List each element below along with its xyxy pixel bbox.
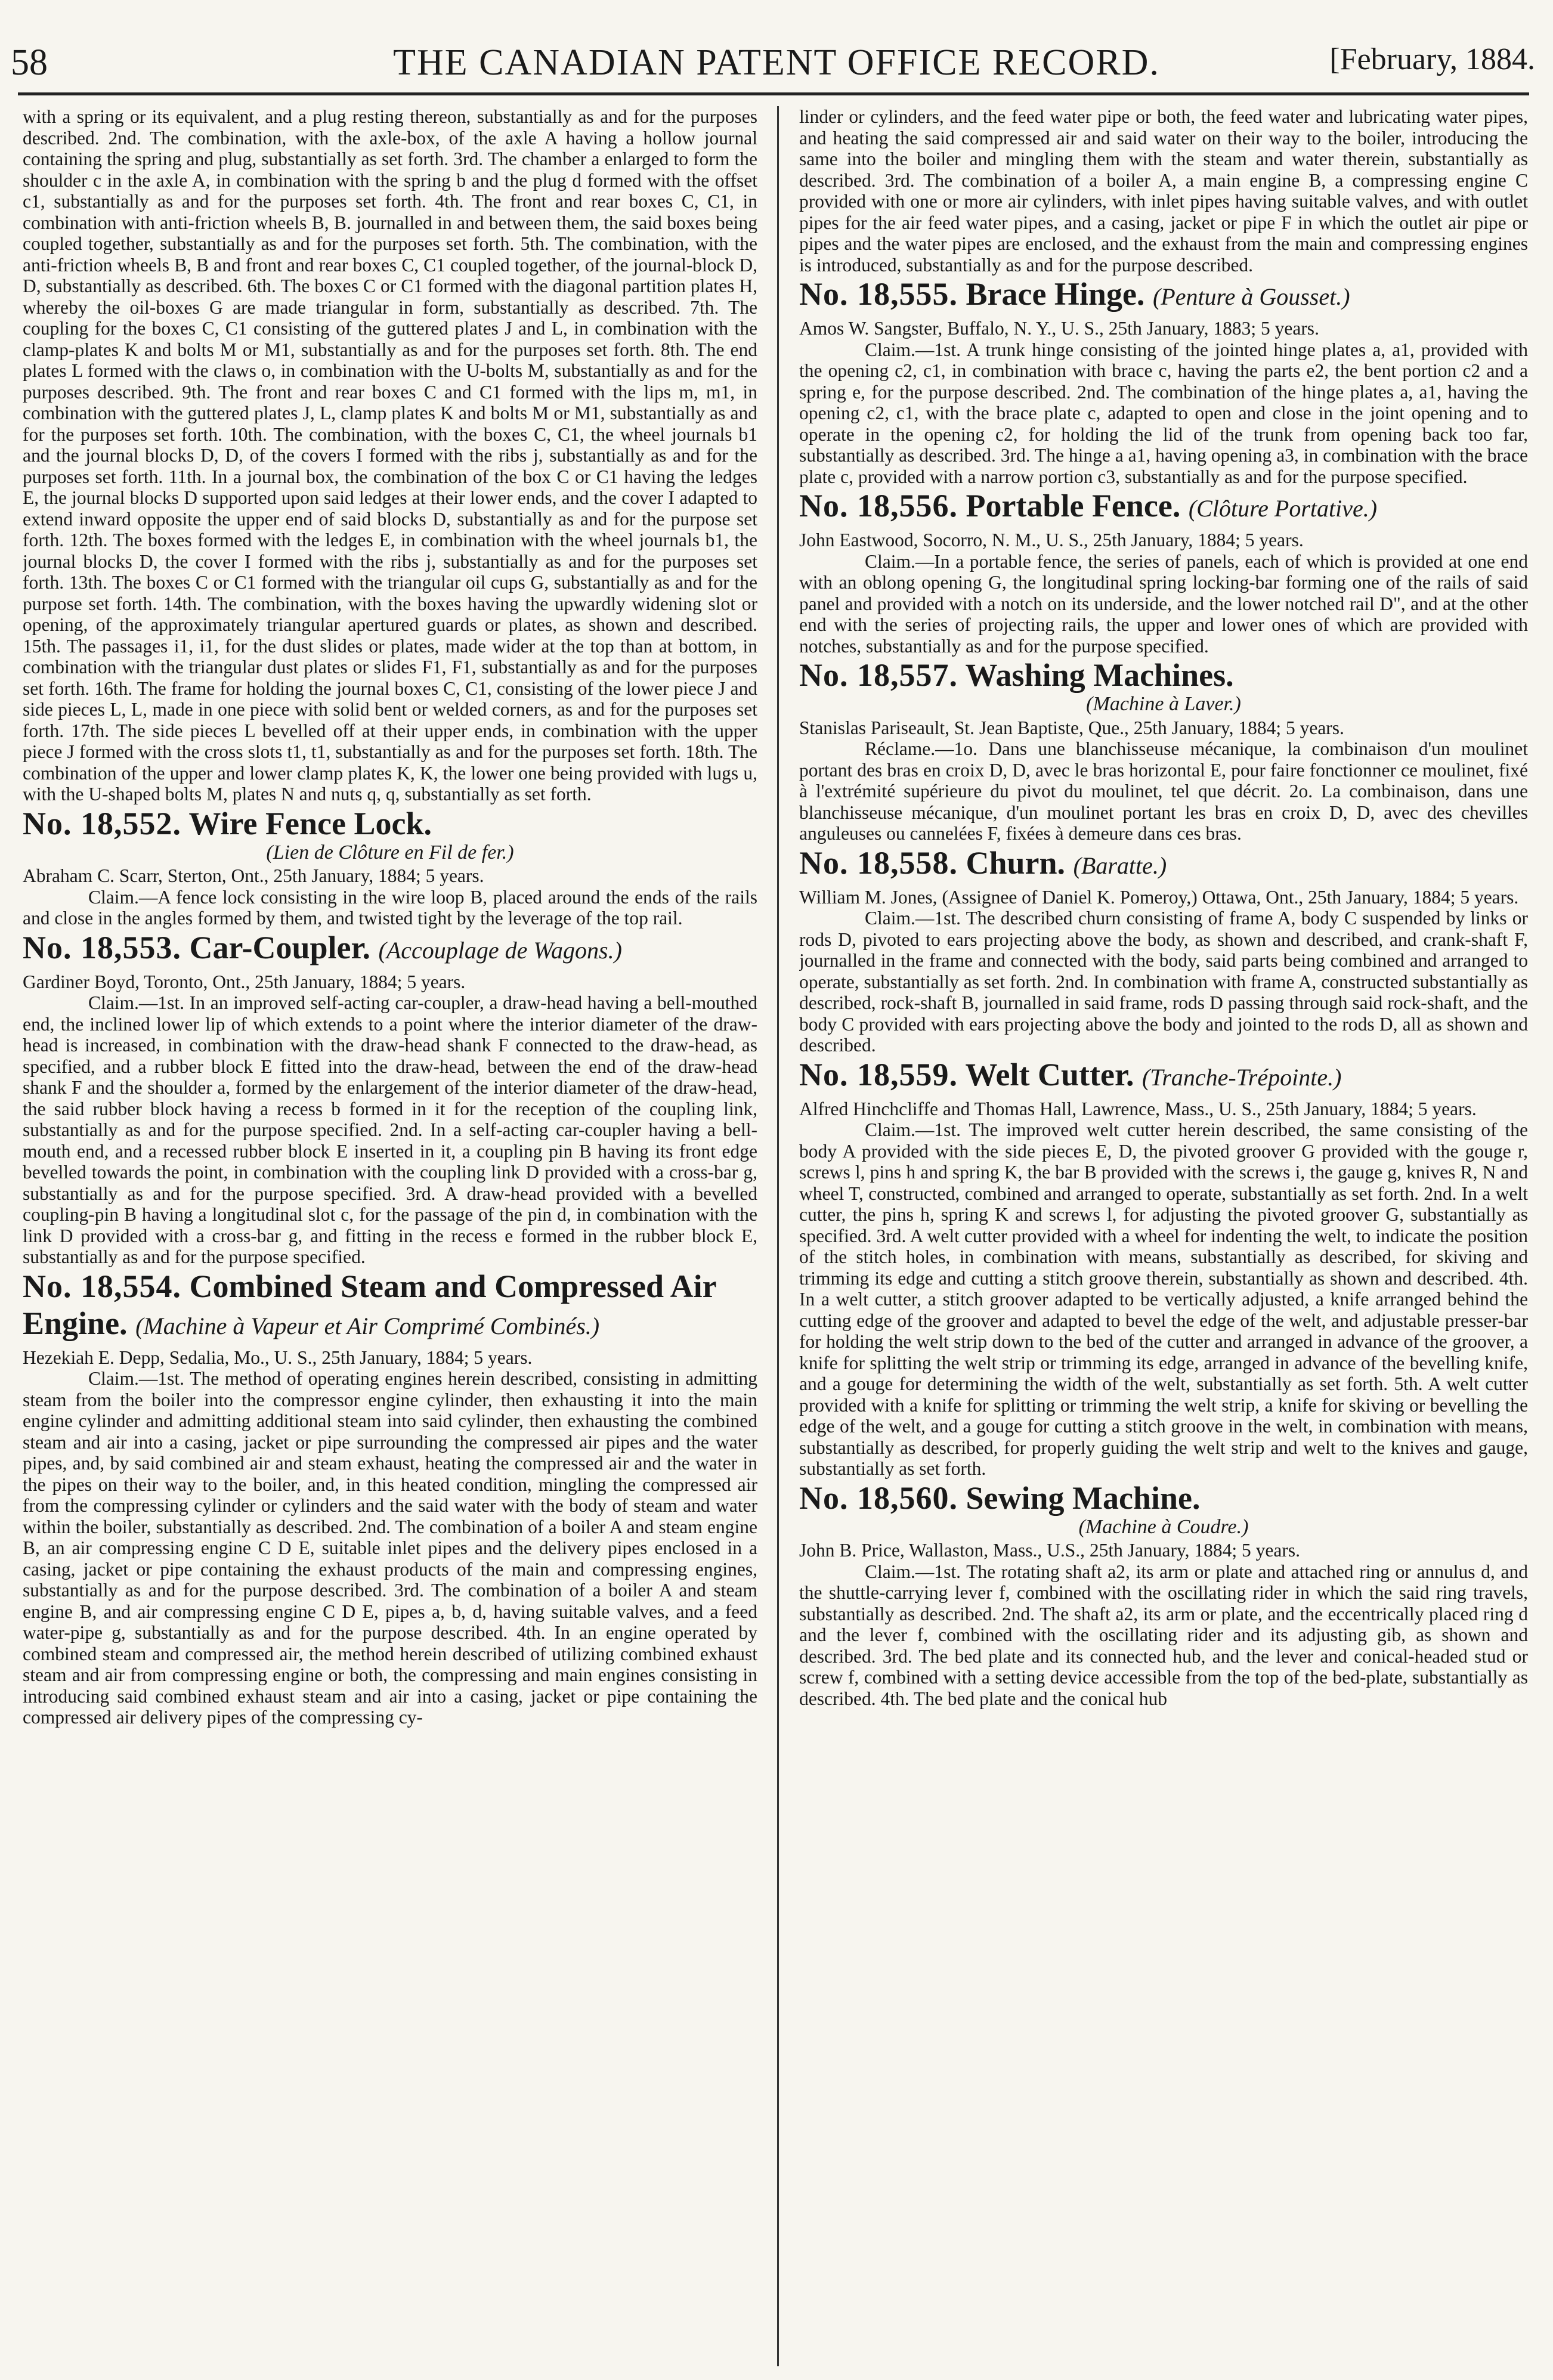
patent-entry xyxy=(799,844,1528,1056)
patent-inventor: Stanislas Pariseault, St. Jean Baptiste, Que., 25th January, 1884; 5 years. xyxy=(799,717,1344,738)
patent-french-title: (Penture à Gousset.) xyxy=(1152,283,1350,310)
patent-title: Combined Steam and Compressed Air Engine. xyxy=(23,1268,716,1341)
patent-claim: Claim.—In a portable fence, the series of panels, each of which is provided at one end with an oblong opening G, the longitudinal spring locking-bar forming one of the rails of said panel and provided with a notch on its underside, and the lower notched rail D", and at the other end with the series of projecting rails, the upper and lower ones of which are provided with notches, substantially as and for the purpose specified. xyxy=(799,550,1528,657)
patent-entry xyxy=(799,487,1528,657)
patent-claim: Claim.—1st. A trunk hinge consisting of the jointed hinge plates a, a1, provided with the opening c2, c1, in combination with brace c, having the parts e2, the bent portion c2 and a spring e, for the purpose described. 2nd. The combination of the hinge plates a, a1, having the opening c2, c1, with the brace plate c, adapted to open and close in the joint opening and to operate in the opening c2, for holding the lid of the trunk from opening back too far, substantially as described. 3rd. The hinge a a1, having opening a3, in combination with the brace plate c, provided with a narrow portion c3, substantially as and for the purpose specified. xyxy=(799,339,1528,487)
patent-entry xyxy=(799,657,1528,844)
patent-entry xyxy=(799,276,1528,487)
patent-inventor: John B. Price, Wallaston, Mass., U.S., 25th January, 1884; 5 years. xyxy=(799,1540,1301,1561)
patent-number: No. 18,553. xyxy=(23,929,181,965)
left-column xyxy=(23,106,757,2366)
patent-french-title: (Tranche-Trépointe.) xyxy=(1141,1063,1342,1091)
patent-french-title: (Machine à Laver.) xyxy=(1086,693,1241,715)
patent-french-title: (Accouplage de Wagons.) xyxy=(378,936,622,964)
patent-inventor: Hezekiah E. Depp, Sedalia, Mo., U. S., 25th January, 1884; 5 years. xyxy=(23,1347,533,1368)
patent-entry xyxy=(23,1268,757,1728)
patent-title: Washing Machines. xyxy=(965,657,1234,693)
patent-inventor: William M. Jones, (Assignee of Daniel K. Pomeroy,) Ottawa, Ont., 25th January, 1884; 5 years. xyxy=(799,886,1519,908)
patent-french-title: (Machine à Coudre.) xyxy=(1078,1515,1249,1538)
patent-inventor: Gardiner Boyd, Toronto, Ont., 25th January, 1884; 5 years. xyxy=(23,971,466,992)
patent-number: No. 18,554. xyxy=(23,1268,181,1304)
patent-claim: Claim.—1st. In an improved self-acting car-coupler, a draw-head having a bell-mouthed end, the inclined lower lip of which extends to a point where the interior diameter of the draw-head is increased, in combination with the draw-head shank F connected to the draw-head, as specified, and a rubber block E fitted into the draw-head, between the end of the draw-head shank F and the shoulder a, formed by the enlargement of the interior diameter of the draw-head, the said rubber block having a recess b formed in it for the reception of the coupling link, substantially as and for the purpose specified. 2nd. In a self-acting car-coupler having a bell-mouth end, and a recessed rubber block E inserted in it, a coupling pin B having its front edge bevelled towards the point, in combination with the coupling link D provided with a cross-bar g, substantially as and for the purpose specified. 3rd. A draw-head provided with a bevelled coupling-pin B having a longitudinal slot c, for the passage of the pin d, in combination with the link D provided with a cross-bar g, and fitting in the recess e formed in the rubber block E, substantially as and for the purpose specified. xyxy=(23,992,757,1267)
patent-title: Brace Hinge. xyxy=(966,276,1145,312)
continuation-text: with a spring or its equivalent, and a plug resting thereon, substantially as and for the purposes described. 2nd. The combination, with the axle-box, of the axle A having a hollow journal containing the spring and plug, substantially as set forth. 3rd. The chamber a enlarged to form the shoulder c in the axle A, in combination with the spring b and the plug d formed with the offset c1, substantially as and for the purposes set forth. 4th. The front and rear boxes C, C1, in combination with anti-friction wheels B, B. journalled in and between them, the said boxes being coupled together, substantially as and for the purposes set forth. 5th. The combination, with the anti-friction wheels B, B and front and rear boxes C, C1 coupled together, of the journal-block D, D, substantially as described. 6th. The boxes C or C1 formed with the diagonal partition plates H, whereby the oil-boxes G are made triangular in form, substantially as described. 7th. The coupling for the boxes C, C1 consisting of the guttered plates J and L, in combination with the clamp-plates K and bolts M or M1, substantially as and for the purposes set forth. 8th. The end plates L formed with the claws o, in combination with the U-bolts M, substantially as and for the purposes described. 9th. The front and rear boxes C and C1 formed with the lips m, m1, in combination with the guttered plates J, L, clamp plates K and bolts M or M1, substantially as and for the purposes set forth. 10th. The combination, with the boxes C, C1, the wheel journals b1 and the journal blocks D, D, of the covers I formed with the ribs j, substantially as and for the purposes set forth. 11th. In a journal box, the combination of the box C or C1 having the ledges E, the journal blocks D supported upon said ledges at their lower ends, and the cover I adapted to extend inward opposite the upper end of said blocks D, substantially as and for the purpose set forth. 12th. The boxes formed with the ledges E, in combination with the wheel journals b1, the journal blocks D, the cover I formed with the ribs j, substantially as and for the purposes set forth. 13th. The boxes C or C1 formed with the triangular oil cups G, substantially as and for the purpose set forth. 14th. The combination, with the boxes having the upwardly widening slot or opening, of the approximately triangular apertured guards or plates, as shown and described. 15th. The passages i1, i1, for the dust slides or plates, made wider at the top than at bottom, in combination with the triangular dust plates or slides F1, F1, substantially as and for the purposes set forth. 16th. The frame for holding the journal boxes C, C1, consisting of the lower piece J and side pieces L, L, made in one piece with solid bent or welded corners, as and for the purposes set forth. 17th. The side pieces L bevelled off at their upper ends, in combination with the upper piece J formed with the cross slots t1, t1, substantially as and for the purposes set forth. 18th. The combination of the upper and lower clamp plates K, K, the lower one being provided with lugs u, with the U-shaped bolts M, plates N and nuts q, q, substantially as set forth. xyxy=(23,106,757,804)
patent-title: Churn. xyxy=(966,844,1066,881)
page-number: 58 xyxy=(11,42,48,83)
patent-claim: Réclame.—1o. Dans une blanchisseuse mécanique, la combinaison d'un moulinet portant des bras en croix D, D, avec le bras horizontal E, pour faire fonctionner ce moulinet, fixé à l'extrémité supérieure du pivot du moulinet, tel que décrit. 2o. La combinaison, dans une blanchisseuse mécanique, d'un moulinet portant les bras en croix D, D, avec des chevilles anguleuses ou cannelées F, fixées à demeure dans ces bras. xyxy=(799,738,1528,844)
patent-title: Welt Cutter. xyxy=(965,1056,1134,1092)
patent-french-title: (Machine à Vapeur et Air Comprimé Combinés.) xyxy=(135,1312,600,1339)
patent-inventor: Alfred Hinchcliffe and Thomas Hall, Lawrence, Mass., U. S., 25th January, 1884; 5 years. xyxy=(799,1098,1477,1119)
patent-inventor: John Eastwood, Socorro, N. M., U. S., 25th January, 1884; 5 years. xyxy=(799,530,1304,550)
patent-heading xyxy=(799,276,1528,315)
patent-french-title: (Lien de Clôture en Fil de fer.) xyxy=(266,841,514,864)
patent-heading xyxy=(23,929,757,969)
patent-entry xyxy=(23,805,757,929)
page-header xyxy=(0,0,1553,95)
patent-entry xyxy=(23,929,757,1268)
patent-number: No. 18,556. xyxy=(799,488,958,524)
patent-title: Sewing Machine. xyxy=(966,1480,1201,1516)
patent-heading xyxy=(799,1480,1528,1516)
issue-date: [February, 1884. xyxy=(1329,42,1535,76)
patent-inventor: Abraham C. Scarr, Sterton, Ont., 25th January, 1884; 5 years. xyxy=(23,865,484,886)
patent-inventor: Amos W. Sangster, Buffalo, N. Y., U. S., 25th January, 1883; 5 years. xyxy=(799,318,1319,339)
running-title: THE CANADIAN PATENT OFFICE RECORD. xyxy=(393,42,1160,83)
header-rule xyxy=(18,92,1529,95)
patent-title: Wire Fence Lock. xyxy=(188,805,432,841)
continuation-text: linder or cylinders, and the feed water pipe or both, the feed water and lubricating water pipes, and heating the said compressed air and said water on their way to the boiler, introducing the same into the boiler and mingling them with the steam and water therein, substantially as described. 3rd. The combination of a boiler A, a main engine B, a compressing engine C provided with one or more air cylinders, with inlet pipes having suitable valves, and with outlet pipes for the air feed water pipes, and a casing, jacket or pipe F in which the outlet air pipe or pipes and the water pipes are enclosed, and the exhaust from the main and compressing engines is introduced, substantially as and for the purpose described. xyxy=(799,106,1528,276)
patent-heading xyxy=(799,1056,1528,1096)
patent-number: No. 18,558. xyxy=(799,844,958,881)
patent-claim: Claim.—1st. The improved welt cutter herein described, the same consisting of the body A provided with the side pieces E, D, the pivoted groover G provided with the gouge r, screws l, pins h and spring K, the bar B provided with the screws i, the gauge g, knives R, N and wheel T, constructed, combined and arranged to operate, substantially as set forth. 2nd. In a welt cutter, the pins h, spring K and screws l, for adjusting the pivoted groover G, substantially as specified. 3rd. A welt cutter provided with a wheel for indenting the welt, to indicate the position of the stitch holes, in combination with means, substantially as described, for skiving and trimming its edge and cutting a stitch groove therein, substantially as shown and described. 4th. In a welt cutter, a stitch groover adapted to be vertically adjusted, a knife arranged behind the cutting edge of the groover and adapted to bevel the edge of the welt, and adjustable presser-bar for holding the welt strip down to the bed of the cutter and arranged in advance of the groover, a knife for splitting the welt strip or trimming its edge, arranged in advance of the bevelling knife, and a gouge for determining the width of the welt, substantially as set forth. 5th. A welt cutter provided with a knife for splitting or trimming the welt strip, a knife for skiving or bevelling the edge of the welt, and a gouge for cutting a stitch groove in the welt, in combination with means, substantially as described, for properly guiding the welt strip and welt to the knives and gauge, substantially as set forth. xyxy=(799,1119,1528,1479)
patent-heading xyxy=(23,805,757,842)
patent-number: No. 18,552. xyxy=(23,805,181,841)
patent-heading xyxy=(799,844,1528,884)
patent-heading xyxy=(799,487,1528,527)
patent-entry xyxy=(799,1056,1528,1480)
patent-number: No. 18,555. xyxy=(799,276,958,312)
column-divider xyxy=(777,106,779,2366)
patent-number: No. 18,557. xyxy=(799,657,958,693)
patent-french-title: (Clôture Portative.) xyxy=(1188,495,1378,522)
patent-claim: Claim.—1st. The described churn consisting of frame A, body C suspended by links or rods D, pivoted to ears projecting above the body, as shown and described, and crank-shaft F, journalled in the frame and connected with the body, said parts being combined and arranged to operate, substantially as set forth. 2nd. In combination with frame A, constructed substantially as described, rock-shaft B, journalled in said frame, rods D passing through said rock-shaft, and the body C provided with ears projecting above the body and jointed to the rods D, all as shown and described. xyxy=(799,908,1528,1056)
patent-title: Car-Coupler. xyxy=(189,929,370,965)
patent-french-title: (Baratte.) xyxy=(1073,852,1167,879)
patent-claim: Claim.—1st. The method of operating engines herein described, consisting in admitting steam from the boiler into the compressor engine cylinder, then exhausting it into the main engine cylinder and admitting additional steam into said cylinder, then exhausting the combined steam and air into a casing, jacket or pipe surrounding the compressed air pipes and the water pipes, and, by said combined air and steam exhaust, heating the compressed air and the water in the pipes on their way to the boiler, and, in this heated condition, mingling the compressed air from the compressing cylinder or cylinders and the said water with the body of steam and water within the boiler, substantially as described. 2nd. The combination of a boiler A and steam engine B, an air compressing engine C D E, suitable inlet pipes and the delivery pipes enclosed in a casing, jacket or pipe containing the exhaust products of the main and compressing engines, substantially as and for the purpose described. 3rd. The combination of a boiler A and steam engine B, and air compressing engine C D E, pipes a, b, d, having suitable valves, and a feed water-pipe g, substantially as and for the purpose described. 4th. In an engine operated by combined steam and compressed air, the method herein described of utilizing combined exhaust steam and air from compressing engine or both, the compressing and main engines consisting in introducing said combined exhaust steam and air into a casing, jacket or pipe containing the compressed air delivery pipes of the compressing cy- xyxy=(23,1368,757,1728)
patent-number: No. 18,560. xyxy=(799,1480,958,1516)
patent-claim: Claim.—1st. The rotating shaft a2, its arm or plate and attached ring or annulus d, and the shuttle-carrying lever f, combined with the oscillating rider in which the said ring travels, substantially as described. 2nd. The shaft a2, its arm or plate, and the eccentrically placed ring d and the lever f, combined with the oscillating rider and its adjusting gib, as shown and described. 3rd. The bed plate and its connected hub, and the lever and conical-headed stud or screw f, combined with a setting device accessible from the top of the bed-plate, substantially as described. 4th. The bed plate and the conical hub xyxy=(799,1561,1528,1709)
patent-number: No. 18,559. xyxy=(799,1056,958,1092)
patent-entry xyxy=(799,1480,1528,1710)
patent-claim: Claim.—A fence lock consisting in the wire loop B, placed around the ends of the rails and close in the angles formed by them, and twisted tight by the leverage of the top rail. xyxy=(23,886,757,929)
patent-title: Portable Fence. xyxy=(966,488,1181,524)
right-column xyxy=(799,106,1528,2366)
patent-heading xyxy=(799,657,1528,694)
patent-heading xyxy=(23,1268,757,1345)
